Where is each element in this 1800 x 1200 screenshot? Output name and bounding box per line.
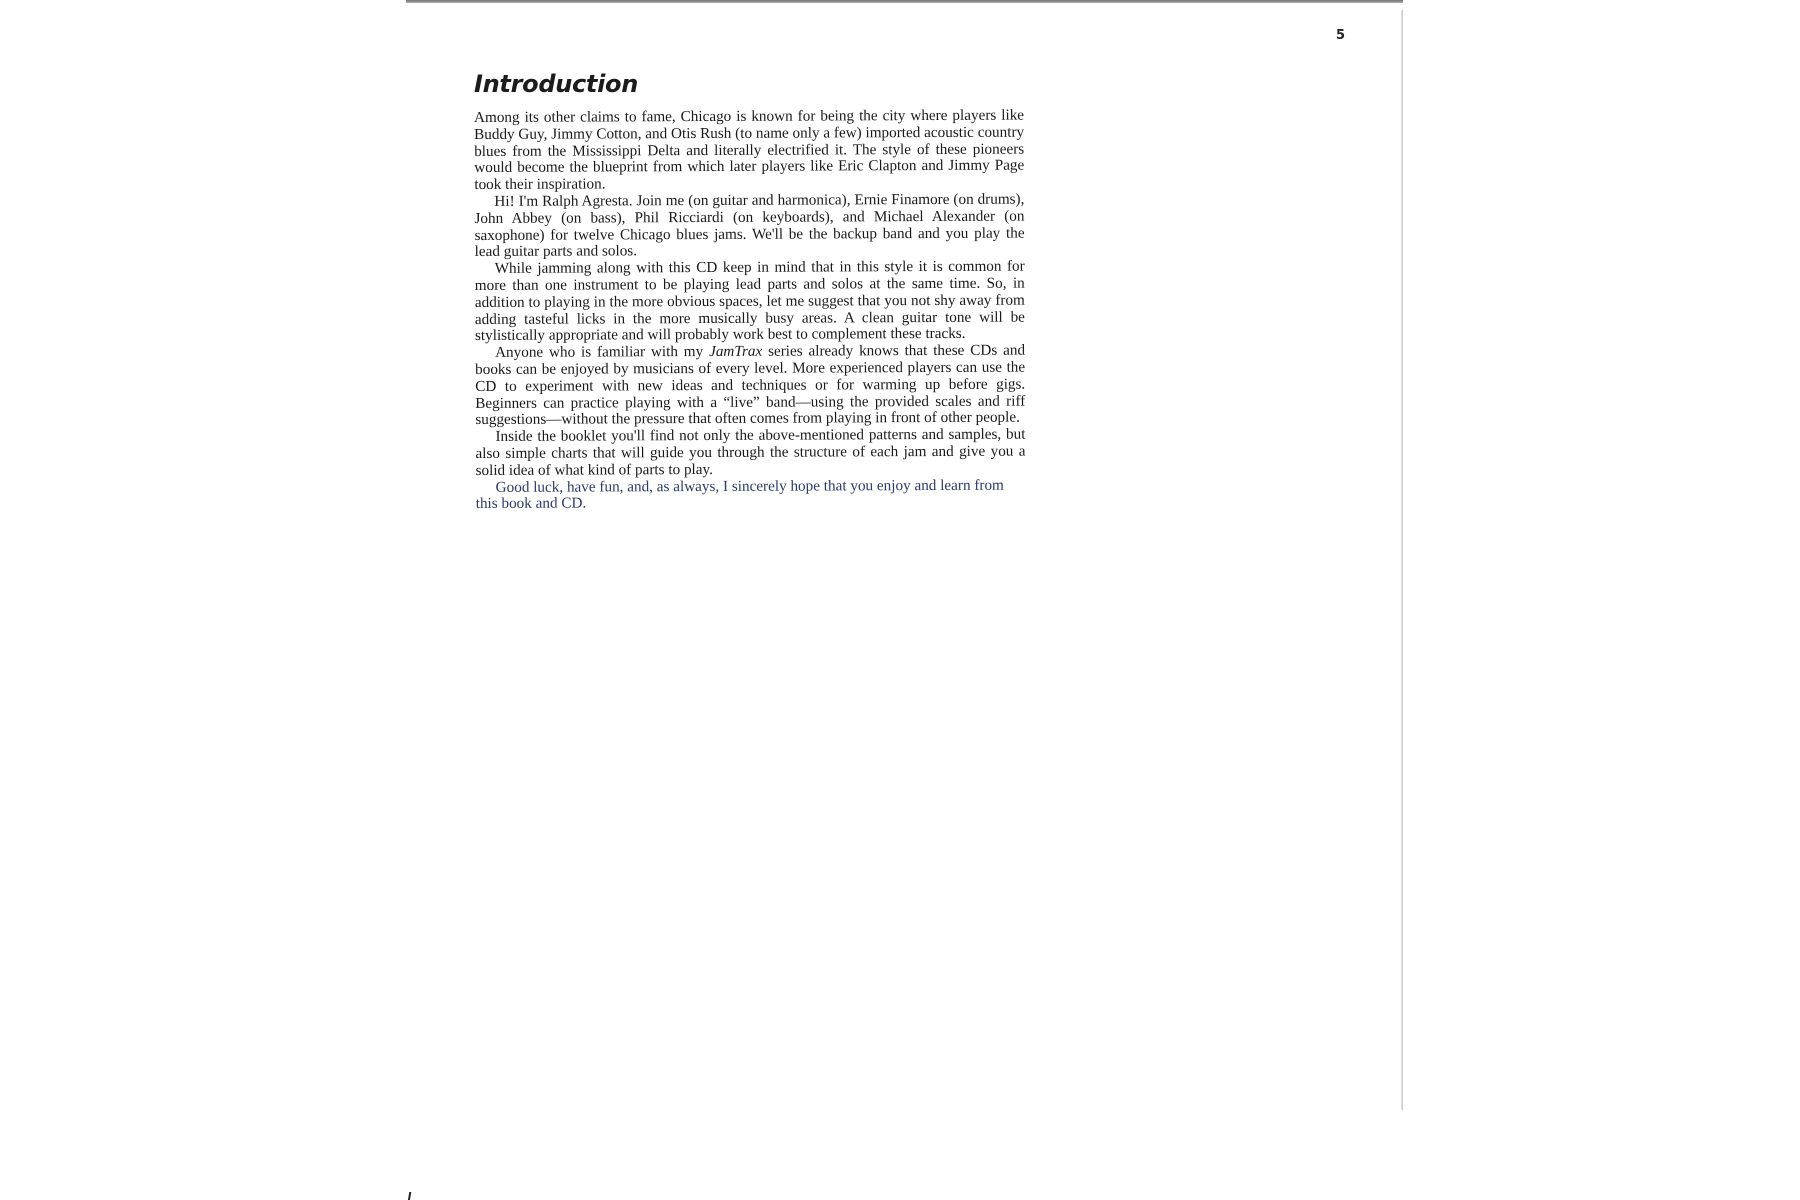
page-number: 5 bbox=[1336, 28, 1346, 43]
paragraph-jamming-tips: While jamming along with this CD keep in mind that in this style it is common for more than one instrument to be playing lead parts and solos at the same time. So, in addition to playing in the more obvious spaces, let me suggest that you not shy away from adding tasteful licks in the more musically busy areas. A clean guitar tone will be stylistically appropriate and will probably work best to complement these tracks. bbox=[474, 257, 1025, 345]
body-text bbox=[474, 108, 1026, 514]
paragraph-jamtrax-after: series already knows that these CDs and books can be enjoyed by musicians of every level. More experienced players can use the CD to experiment with new ideas and techniques or for warming up before gigs. Beginners can practice playing with a “live” band—using the provided scales and riff suggestions—without the pressure that often comes from playing in front of other people. bbox=[475, 341, 1026, 429]
paragraph-booklet: Inside the booklet you'll find not only the above-mentioned patterns and samples, but also simple charts that will guide you through the structure of each jam and give you a solid idea of what kind of parts to play. bbox=[475, 425, 1026, 479]
paragraph-closing: Good luck, have fun, and, as always, I sincerely hope that you enjoy and learn from this book and CD. bbox=[475, 476, 1004, 513]
paragraph-chicago-history: Among its other claims to fame, Chicago is known for being the city where players like Buddy Guy, Jimmy Cotton, and Otis Rush (to name only a few) imported acoustic country blues from the Mississippi Delta and literally electrified it. The style of these pioneers would become the blueprint from which later players like Eric Clapton and Jimmy Page took their inspiration. bbox=[473, 106, 1025, 194]
paragraph-band-intro: Hi! I'm Ralph Agresta. Join me (on guitar and harmonica), Ernie Finamore (on drums), John Abbey (on bass), Phil Ricciardi (on keyboards), and Michael Alexander (on saxophone) for twelve Chicago blues jams. We'll be the backup band and you play the lead guitar parts and solos. bbox=[474, 190, 1025, 261]
page-heading: Introduction bbox=[474, 70, 638, 98]
paragraph-jamtrax-series bbox=[475, 343, 1025, 429]
paragraph-jamtrax-before: Anyone who is familiar with my bbox=[495, 343, 710, 362]
scan-corner-mark bbox=[407, 1192, 422, 1200]
page-right-edge bbox=[1401, 10, 1403, 1110]
page-top-edge bbox=[406, 0, 1403, 3]
scanned-book-page bbox=[406, 0, 1403, 1200]
series-name: JamTrax bbox=[709, 342, 763, 361]
